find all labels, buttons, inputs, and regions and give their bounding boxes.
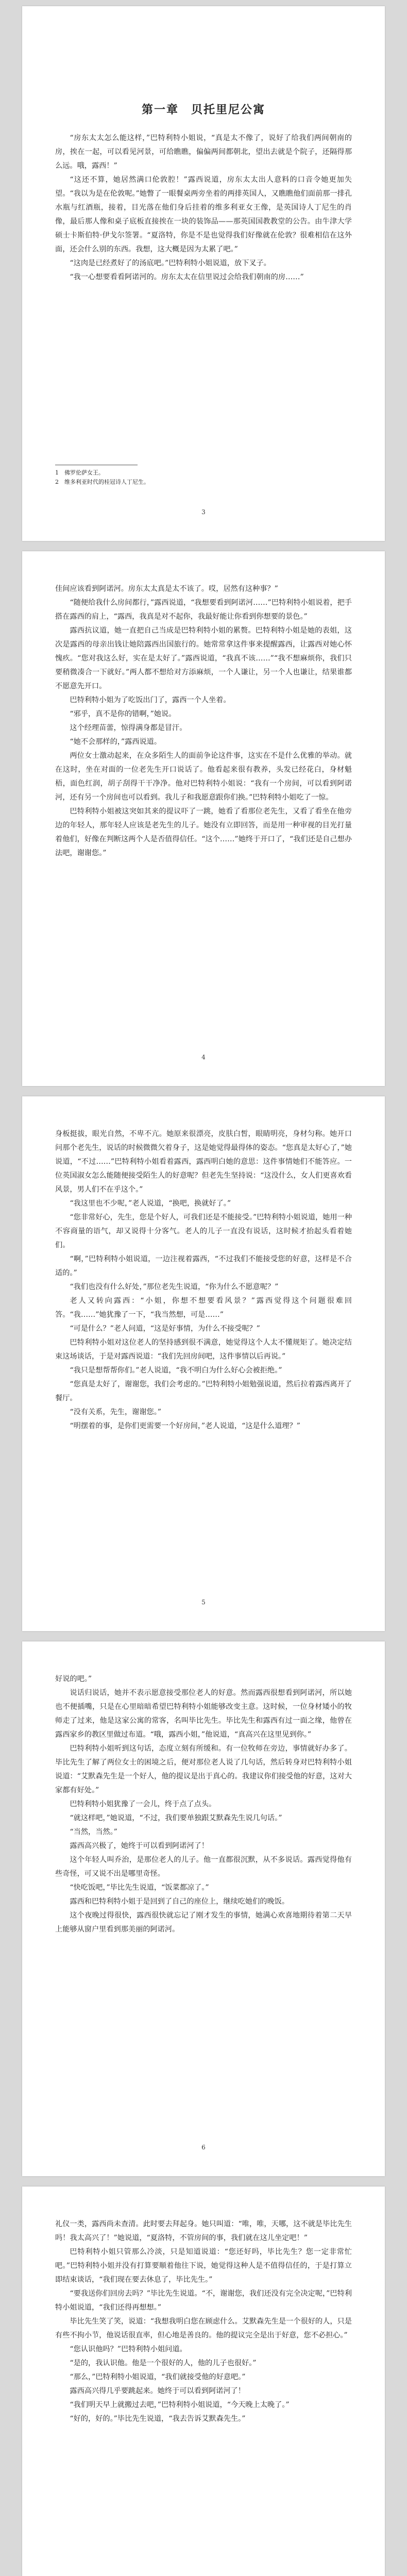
paragraph: “房东太太怎么能这样，”巴特利特小姐说，“真是太不像了，说好了给我们两间朝南的房，挨在一起，可以看见河景，可给瞧瞧，偏偏两间都朝北，望出去就是个院子，还隔得那么远。哦，露西！” <box>55 134 352 170</box>
paragraph: 巴特利特小姐为了吃饭出门了，露西一个人坐着。 <box>70 696 231 704</box>
paragraph: 礼仪一类，露西尚未查清。此时要去拜起身。她只叫道：“唯，唯，天哪，这不就是毕比先生吗！我太高兴了！”她说道，“夏洛特，不管房间的事，我们就在这儿坐定吧！” <box>55 2220 352 2242</box>
paragraph: “这肉是已经煮好了的汤底吧。”巴特利特小姐说道，放下叉子。 <box>70 259 271 267</box>
paragraph: 巴特利特小姐犹豫了一会儿，终于点了点头。 <box>70 1800 216 1808</box>
paragraph: “是的，我认识他。他是一个很好的人，他的儿子也很好。” <box>70 2359 257 2367</box>
page-body <box>55 44 352 284</box>
paragraph: “您认识他吗？”巴特利特小姐问道。 <box>70 2345 187 2353</box>
footnote: 1 佛罗伦萨女王。 <box>55 469 104 476</box>
paragraph: 这个经理苗蕾，惊得满身都是冒汗。 <box>70 724 187 732</box>
paragraph: 露西抗议道，她一直把自己当成是巴特利特小姐的累赘。巴特利特小姐是她的表姐，这次是露西的母亲出钱让她陪露西出国旅行的。她常常拿这件事来提醒露西，让露西对她心怀愧疚。“您对我这么好，实在是太好了。”露西说道，“我真不该……”“我不想麻烦你，我们只要稍微凑合一下就好。”两人都不想给对方添麻烦，一个人谦让，另一个人也谦让，结果谁都不愿意先开口。 <box>55 626 352 690</box>
paragraph: “这还不算，她居然满口伦敦腔！”露西说道，房东太太出人意料的口音令她更加失望。“我以为是在伦敦呢。”她瞥了一眼餐桌两旁坐着的两排英国人，又瞧瞧他们面前那一排孔水瓶与红酒瓶，接着，目光落在他们身后挂着的维多利亚女王像，是英国诗人丁尼生的肖像，最后那人像和桌子底板直接挨在一块的装饰品——那英国国教教堂的公告。由牛津大学硕士卡斯伯特·伊戈尔签署。“夏洛特，你是不是也觉得我们好像就在伦敦？很难相信在这外面，还会什么别的东西。我想，这大概是因为太累了吧。” <box>55 176 352 253</box>
paragraph: 说话归说话，她并不表示愿意接受那位老人的好意。然而露西很想看到阿诺河，所以她也不便插嘴，只是在心里暗暗希望巴特利特小姐能够改变主意。这时候，一位身材矮小的牧师走了过来，他是这家公寓的常客，名叫毕比先生。毕比先生和露西有过一面之缘，他曾在露西家乡的教区里做过布道。“哦，露西小姐，”他说道，“真高兴在这里见到你。” <box>55 1689 352 1739</box>
page-body <box>55 1672 352 1937</box>
paragraph: 毕比先生笑了笑，说道：“我想我明白您在顾虑什么。艾默森先生是一个很好的人，只是有些不拘小节，他说话很直率，但心地是善良的。他的提议完全是出于好意，您不必担心。” <box>55 2317 352 2340</box>
paragraph: 露西高兴极了，她终于可以看到阿诺河了！ <box>70 1842 209 1850</box>
page-body <box>55 2217 352 2426</box>
paragraph: “当然，当然。” <box>70 1828 117 1836</box>
paragraph: “随便给我什么房间都行，”露西说道，“我想要看到阿诺河……”巴特利特小姐说着，把手搭在露西的肩上，“露西，我真是对不起你，我最好能让你看到你想要的景色。” <box>55 599 352 621</box>
paragraph: “我们也没有什么好处，”那位老先生说道，“你为什么不愿意呢？” <box>70 1283 279 1291</box>
paragraph: “您真是太好了，谢谢您，我们会考虑的。”巴特利特小姐勉强说道，然后拉着露西离开了餐厅。 <box>55 1380 352 1402</box>
page-number: 3 <box>201 509 206 516</box>
paragraph: “我一心想要看看阿诺河的。房东太太在信里说过会给我们朝南的房……” <box>70 273 304 281</box>
paragraph: 身板挺拔，眼光自然，不卑不亢。她原来很漂亮，皮肤白皙，眼睛明亮，身材匀称。她开口问那个老先生，说话的时候微微欠着身子，这是她觉得最得体的姿态。“您真是太好心了，”她说道，“不过……”巴特利特小姐看着露西，露西明白她的意思：这件事情她们不能答应。一位英国淑女怎么能随便接受陌生人的好意呢？但老先生坚持说：“这没什么，女人们更喜欢看风景，男人们不在乎这个。” <box>55 1130 352 1194</box>
paragraph: “就这样吧，”她说道，“不过，我们要单独跟艾默森先生说几句话。” <box>70 1814 282 1822</box>
paragraph: 巴特利特小姐听到这句话，态度立刻有所缓和。有一位牧师在旁边，事情就好办多了。毕比先生了解了两位女士的困境之后，便对那位老人说了几句话，然后转身对巴特利特小姐说道：“艾默森先生是一个好人，他的提议是出于真心的。我建议你们接受他的好意，这对大家都有好处。” <box>55 1744 352 1794</box>
paragraph: “好的，好的。”毕比先生说道，“我去告诉艾默森先生。” <box>70 2415 246 2423</box>
paragraph: “可是什么？”老人问道，“这是好事情，为什么不接受呢？” <box>70 1325 260 1333</box>
paragraph: 巴特利特小姐只管那么冷淡，只是知道说道：“您还好吗，毕比先生？您一定非常忙吧。”巴特利特小姐并没有打算要顺着他往下说，她觉得这种人是不值得信任的，于是打算立即结束谈话，“我们现在要去休息了，毕比先生。” <box>55 2248 352 2284</box>
paragraph: 巴特利特小姐对这位老人的坚持感到很不满意，她觉得这个人太不懂规矩了。她决定结束这场谈话，于是对露西说道：“我们先回房间吧，这件事情以后再说。” <box>55 1338 352 1361</box>
page-body <box>55 582 352 860</box>
paragraph: “快吃饭吧，”毕比先生说道，“饭菜都凉了。” <box>70 1884 209 1892</box>
page-body <box>55 1127 352 1433</box>
paragraph: 好说的吧。” <box>55 1675 92 1683</box>
page-5 <box>22 2187 385 2576</box>
footnotes <box>55 465 352 487</box>
paragraph: “要我送你们回房去吗？”毕比先生说道。“不，谢谢您，我们还没有完全决定呢，”巴特利特小姐说道，“我们还得再想想。” <box>55 2290 352 2312</box>
paragraph: 巴特利特小姐被这突如其来的提议吓了一跳，她看了看那位老先生，又看了看坐在他旁边的年轻人，那年轻人应该是老先生的儿子。她没有立即回答，而是用一种审视的目光打量着他们，好像在判断这两个人是否值得信任。“这个……”她终于开口了，“我们还是自己想办法吧，谢谢您。” <box>55 807 352 857</box>
page-1 <box>22 6 385 541</box>
page-number: 6 <box>201 2144 206 2151</box>
paragraph: “我们明天早上就搬过去吧，”巴特利特小姐说道，“今天晚上太晚了。” <box>70 2401 290 2409</box>
paragraph: “她不会那样的，”露西说道。 <box>70 738 162 746</box>
paragraph: “邪乎，真不是你的错啊，”她说。 <box>70 710 176 718</box>
paragraph: “您非常好心，先生，您是个好人，可我们还是不能接受。”巴特利特小姐说道，她用一种不容商量的语气，却又说得十分客气。老人的儿子一直没有说话，这时候才抬起头看着她们。 <box>55 1213 352 1249</box>
page-number: 5 <box>201 1599 206 1606</box>
paragraph: “我只是想帮帮你们。”老人说道，“我不明白为什么好心会被拒绝。” <box>70 1366 282 1375</box>
paragraph: 露西和巴特利特小姐于是回到了自己的座位上，继续吃她们的晚饭。 <box>70 1897 290 1906</box>
paragraph: “没有关系，先生，谢谢您。” <box>70 1408 162 1416</box>
paragraph: 佳间应该看到阿诺河。房东太太真是太不该了。哎，居然有这种事？” <box>55 585 278 593</box>
paragraph: “我这里也不少呢，”老人说道，“换吧，换就好了。” <box>70 1199 231 1208</box>
footnote: 2 维多利亚时代的桂冠诗人丁尼生。 <box>55 479 149 485</box>
page-4 <box>22 1641 385 2176</box>
paragraph: 老人又转向露西：“小姐，你想不想要看风景？”露西觉得这个问题很难回答。“我……”她犹豫了一下，“我当然想，可是……” <box>55 1297 352 1319</box>
page-3 <box>22 1096 385 1631</box>
paragraph: “明摆着的事，是你们更需要一个好房间，”老人说道，“这是什么道理？” <box>70 1422 300 1430</box>
paragraph: 露西高兴得几乎要跳起来。她终于可以看到阿诺河了！ <box>70 2387 245 2395</box>
paragraph: 这个年轻人叫乔治，是那位老人的儿子。他一直都很沉默，从不多说话。露西觉得他有些奇怪，可又说不出是哪里奇怪。 <box>55 1856 352 1878</box>
paragraph: “那么，”巴特利特小姐说道，“我们就接受他的好意吧。” <box>70 2373 246 2381</box>
chapter-title: 第一章 贝托里尼公寓 <box>141 103 265 116</box>
paragraph: 两位女士激动起来，在众多陌生人的面前争论这件事，这实在不是什么优雅的举动。就在这时，坐在对面的一位老先生开口说话了。他看起来很有教养，头发已经花白，身材魁梧，面色红润，胡子刮得干干净净。他对巴特利特小姐说：“我有一个房间，可以看到阿诺河，还有另一个房间也可以看到。我儿子和我愿意跟你们换。”巴特利特小姐吃了一惊。 <box>55 752 352 802</box>
paragraph: “啊，”巴特利特小姐说道，一边注视着露西，“不过我们不能接受您的好意，这样是不合适的。” <box>55 1255 352 1277</box>
paragraph: 这个夜晚过得很快，露西很快就忘记了刚才发生的事情，她满心欢喜地期待着第二天早上能够从窗户里看到那美丽的阿诺河。 <box>55 1911 352 1934</box>
page-2 <box>22 551 385 1086</box>
page-number: 4 <box>201 1054 206 1061</box>
